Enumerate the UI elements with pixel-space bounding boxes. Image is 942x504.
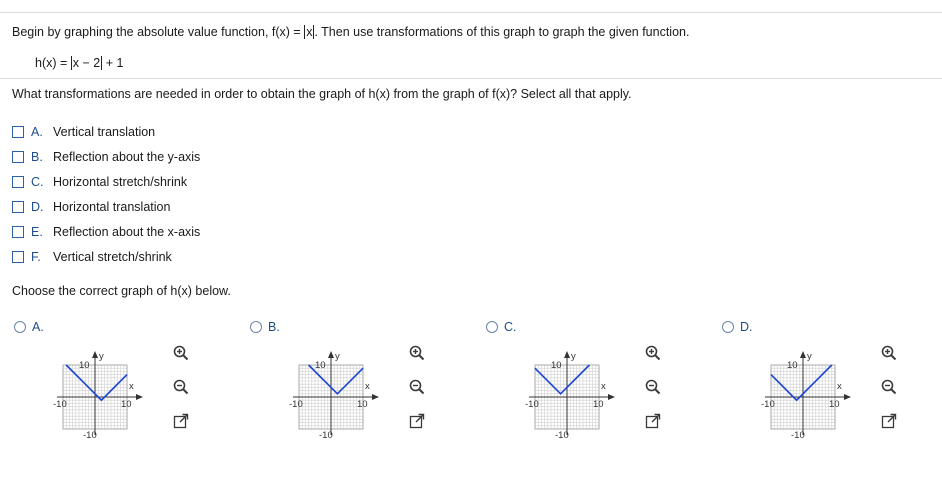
x-axis-label: x	[365, 381, 370, 392]
zoom-out-icon[interactable]	[644, 378, 662, 396]
zoom-in-icon[interactable]	[880, 344, 898, 362]
y-axis-label: y	[807, 351, 812, 362]
popout-icon[interactable]	[880, 412, 898, 430]
x-axis-arrow	[608, 394, 615, 400]
graph-option-d[interactable]: D.	[722, 320, 753, 334]
instruction-text: Begin by graphing the absolute value function, f(x) = x . Then use transformations of this graph to graph the given function.	[12, 25, 690, 39]
section-divider	[0, 78, 942, 79]
y-tick-label: 10	[787, 360, 798, 371]
x-axis-label: x	[601, 381, 606, 392]
function-equation: h(x) = x − 2 + 1	[35, 56, 124, 70]
graph-c	[502, 345, 632, 470]
y-tick-label: 10	[79, 360, 90, 371]
graph-b-tools	[408, 344, 426, 430]
checkbox-a[interactable]	[12, 126, 24, 138]
y-tick-label: 10	[551, 360, 562, 371]
x-tick-label: 10	[593, 399, 604, 410]
zoom-out-icon[interactable]	[880, 378, 898, 396]
y-tick-label: 10	[315, 360, 326, 371]
graph-c-tools	[644, 344, 662, 430]
x-tick-label: -10	[289, 399, 303, 410]
x-tick-label: 10	[357, 399, 368, 410]
graph-a	[30, 345, 160, 470]
radio-a[interactable]	[14, 321, 26, 333]
question-graph: Choose the correct graph of h(x) below.	[12, 284, 231, 298]
y-tick-label: -10	[791, 430, 805, 441]
radio-d[interactable]	[722, 321, 734, 333]
zoom-in-icon[interactable]	[644, 344, 662, 362]
top-divider	[0, 12, 942, 13]
function-curve	[771, 365, 832, 400]
y-axis-arrow	[564, 351, 570, 358]
zoom-in-icon[interactable]	[172, 344, 190, 362]
checkbox-d[interactable]	[12, 201, 24, 213]
graph-b	[266, 345, 396, 470]
radio-b[interactable]	[250, 321, 262, 333]
zoom-out-icon[interactable]	[408, 378, 426, 396]
y-axis-label: y	[99, 351, 104, 362]
option-a[interactable]: A. Vertical translation	[12, 124, 155, 140]
zoom-in-icon[interactable]	[408, 344, 426, 362]
y-tick-label: -10	[83, 430, 97, 441]
x-axis-label: x	[837, 381, 842, 392]
zoom-out-icon[interactable]	[172, 378, 190, 396]
popout-icon[interactable]	[644, 412, 662, 430]
question-transformations: What transformations are needed in order to obtain the graph of h(x) from the graph of f(x)? Select all that apply.	[12, 87, 632, 101]
graph-option-c[interactable]: C.	[486, 320, 517, 334]
option-c[interactable]: C. Horizontal stretch/shrink	[12, 174, 187, 190]
function-curve	[535, 365, 589, 394]
option-d[interactable]: D. Horizontal translation	[12, 199, 170, 215]
x-tick-label: -10	[525, 399, 539, 410]
option-f[interactable]: F. Vertical stretch/shrink	[12, 249, 172, 265]
x-axis-arrow	[372, 394, 379, 400]
checkbox-e[interactable]	[12, 226, 24, 238]
option-d-label: Horizontal translation	[53, 200, 171, 214]
graph-d	[738, 345, 868, 470]
checkbox-c[interactable]	[12, 176, 24, 188]
x-tick-label: 10	[829, 399, 840, 410]
option-c-label: Horizontal stretch/shrink	[53, 175, 188, 189]
y-axis-arrow	[92, 351, 98, 358]
option-a-label: Vertical translation	[53, 125, 156, 139]
y-axis-arrow	[800, 351, 806, 358]
option-b-label: Reflection about the y-axis	[53, 150, 201, 164]
x-tick-label: 10	[121, 399, 132, 410]
checkbox-f[interactable]	[12, 251, 24, 263]
checkbox-b[interactable]	[12, 151, 24, 163]
x-axis-label: x	[129, 381, 134, 392]
y-axis-label: y	[335, 351, 340, 362]
graph-option-b[interactable]: B.	[250, 320, 280, 334]
popout-icon[interactable]	[172, 412, 190, 430]
option-e[interactable]: E. Reflection about the x-axis	[12, 224, 200, 240]
y-axis-label: y	[571, 351, 576, 362]
x-axis-arrow	[136, 394, 143, 400]
option-b[interactable]: B. Reflection about the y-axis	[12, 149, 200, 165]
x-tick-label: -10	[761, 399, 775, 410]
popout-icon[interactable]	[408, 412, 426, 430]
graph-option-a[interactable]: A.	[14, 320, 44, 334]
y-tick-label: -10	[319, 430, 333, 441]
x-axis-arrow	[844, 394, 851, 400]
graph-a-tools	[172, 344, 190, 430]
function-curve	[66, 365, 127, 400]
option-f-label: Vertical stretch/shrink	[53, 250, 172, 264]
y-tick-label: -10	[555, 430, 569, 441]
y-axis-arrow	[328, 351, 334, 358]
option-e-label: Reflection about the x-axis	[53, 225, 201, 239]
x-tick-label: -10	[53, 399, 67, 410]
radio-c[interactable]	[486, 321, 498, 333]
graph-d-tools	[880, 344, 898, 430]
